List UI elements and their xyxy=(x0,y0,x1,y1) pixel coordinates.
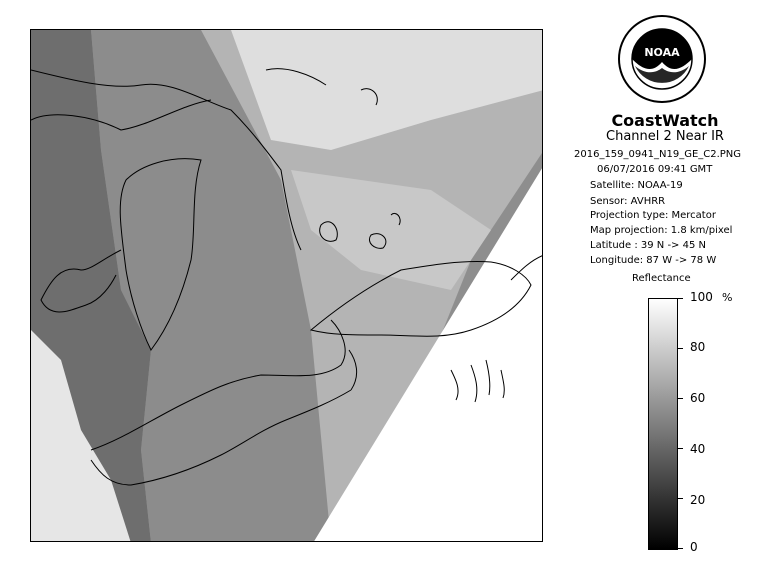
brand-title: CoastWatch xyxy=(611,111,719,130)
colorbar-tick xyxy=(678,298,683,299)
colorbar-tick-label: 20 xyxy=(690,493,706,507)
noaa-logo-icon xyxy=(617,14,707,104)
map-projection-label: Map projection: 1.8 km/pixel xyxy=(590,225,733,236)
noaa-logo xyxy=(617,14,707,104)
colorbar-tick-label: 0 xyxy=(690,540,698,554)
colorbar-tick xyxy=(678,348,683,349)
colorbar-tick-label: 80 xyxy=(690,340,706,354)
colorbar-tick-label: 100 xyxy=(690,290,713,304)
legend-title: Reflectance xyxy=(632,273,691,284)
reflectance-colorbar xyxy=(648,298,678,550)
latitude-range: Latitude : 39 N -> 45 N xyxy=(590,240,706,251)
legend-unit: % xyxy=(722,291,733,304)
colorbar-tick xyxy=(678,498,683,499)
satellite-image-map xyxy=(30,29,543,542)
noaa-logo-text: NOAA xyxy=(644,46,680,59)
colorbar-tick xyxy=(678,448,683,449)
colorbar-tick-label: 40 xyxy=(690,442,706,456)
satellite-label: Satellite: NOAA-19 xyxy=(590,180,683,191)
colorbar-tick xyxy=(678,398,683,399)
colorbar-tick-label: 60 xyxy=(690,391,706,405)
sensor-label: Sensor: AVHRR xyxy=(590,196,666,207)
projection-type-label: Projection type: Mercator xyxy=(590,210,716,221)
longitude-range: Longitude: 87 W -> 78 W xyxy=(590,255,717,266)
image-datetime: 06/07/2016 09:41 GMT xyxy=(597,164,713,175)
colorbar-tick xyxy=(678,548,683,549)
channel-name: Channel 2 Near IR xyxy=(606,129,724,144)
map-svg xyxy=(31,30,543,542)
image-filename: 2016_159_0941_N19_GE_C2.PNG xyxy=(574,149,742,160)
